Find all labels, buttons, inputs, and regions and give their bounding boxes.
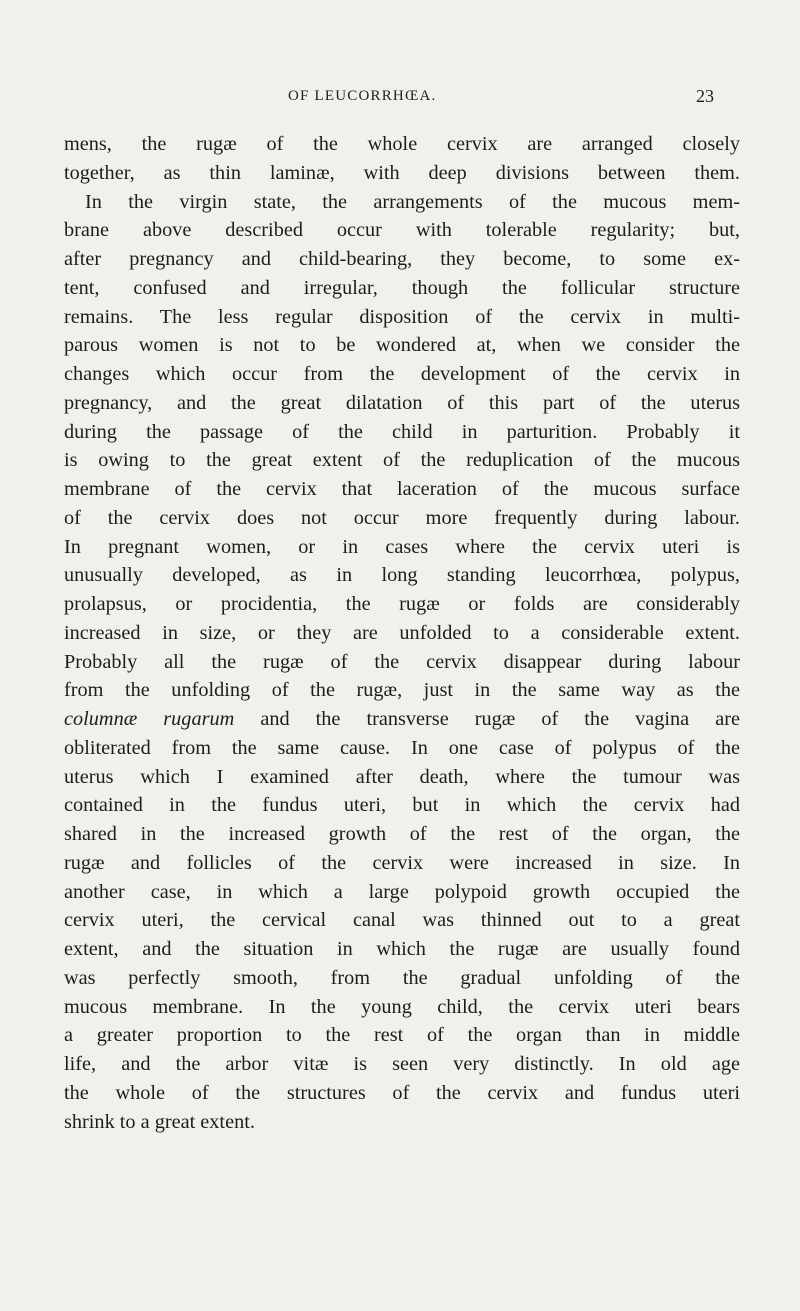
text-line-13: membrane of the cervix that laceration of the mucous surface: [64, 478, 740, 500]
text-line-26: rugæ and follicles of the cervix were increased in size. In: [64, 851, 740, 874]
text-line-31: mucous membrane. In the young child, the cervix uteri bears: [64, 995, 740, 1018]
text-line-32: a greater proportion to the rest of the organ than in middle: [64, 1024, 740, 1047]
text-line-5: after pregnancy and child-bearing, they become, to some ex-: [64, 248, 740, 270]
text-line-24: contained in the fundus uteri, but in which the cervix had: [64, 794, 740, 817]
text-line-35: shrink to a great extent.: [64, 1110, 255, 1133]
body-text: [64, 130, 740, 1136]
text-line-28: cervix uteri, the cervical canal was thinned out to a great: [64, 909, 740, 932]
italic-term: columnæ rugarum: [64, 708, 235, 730]
text-line-12: is owing to the great extent of the reduplication of the mucous: [64, 449, 740, 472]
text-line-10: pregnancy, and the great dilatation of this part of the uterus: [64, 391, 740, 414]
text-line-21-rest: and the transverse rugæ of the vagina are: [260, 708, 740, 730]
text-line-9: changes which occur from the development of the cervix in: [64, 363, 740, 385]
text-line-34: the whole of the structures of the cervix and fundus uteri: [64, 1081, 740, 1104]
text-line-7: remains. The less regular disposition of the cervix in multi-: [64, 305, 740, 328]
text-line-22: obliterated from the same cause. In one case of polypus of the: [64, 736, 740, 759]
text-line-18: increased in size, or they are unfolded to a considerable extent.: [64, 621, 740, 644]
text-line-6: tent, confused and irregular, though the follicular structure: [64, 276, 740, 299]
text-line-17: prolapsus, or procidentia, the rugæ or folds are considerably: [64, 593, 740, 615]
text-line-25: shared in the increased growth of the rest of the organ, the: [64, 823, 740, 845]
text-line-29: extent, and the situation in which the rugæ are usually found: [64, 938, 740, 960]
running-head: [0, 88, 800, 110]
text-line-1: mens, the rugæ of the whole cervix are arranged closely: [64, 133, 740, 155]
text-line-19: Probably all the rugæ of the cervix disappear during labour: [64, 650, 740, 673]
text-line-2: together, as thin laminæ, with deep divisions between them.: [64, 161, 740, 184]
text-line-14: of the cervix does not occur more frequently during labour.: [64, 506, 740, 529]
text-line-21: [64, 705, 740, 734]
text-line-33: life, and the arbor vitæ is seen very distinctly. In old age: [64, 1053, 740, 1075]
text-line-20: from the unfolding of the rugæ, just in the same way as the: [64, 679, 740, 702]
text-line-8: parous women is not to be wondered at, when we consider the: [64, 334, 740, 357]
text-line-4: brane above described occur with tolerable regularity; but,: [64, 219, 740, 242]
text-line-11: during the passage of the child in parturition. Probably it: [64, 420, 740, 443]
text-line-16: unusually developed, as in long standing leucorrhœa, polypus,: [64, 564, 740, 587]
text-line-15: In pregnant women, or in cases where the cervix uteri is: [64, 535, 740, 558]
page-number: 23: [696, 86, 714, 106]
text-line-3: In the virgin state, the arrangements of the mucous mem-: [85, 190, 740, 213]
text-line-30: was perfectly smooth, from the gradual unfolding of the: [64, 966, 740, 989]
text-line-23: uterus which I examined after death, where the tumour was: [64, 765, 740, 788]
running-title: OF LEUCORRHŒA.: [288, 88, 437, 104]
text-line-27: another case, in which a large polypoid growth occupied the: [64, 880, 740, 903]
